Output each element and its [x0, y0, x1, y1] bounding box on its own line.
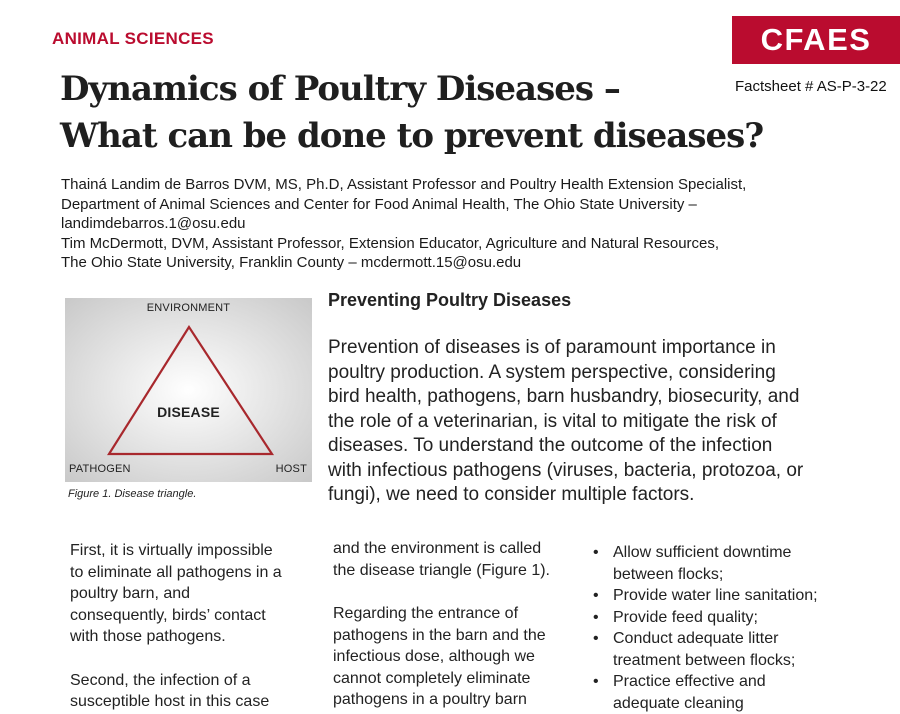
intro-line: bird health, pathogens, barn husbandry, biosecurity, and: [328, 385, 868, 410]
body-column-2: [333, 538, 550, 711]
body-column-1: [70, 540, 282, 713]
body-line: pathogens in the barn and the: [333, 625, 550, 647]
intro-paragraph: [328, 336, 868, 508]
body-line: cannot completely eliminate: [333, 668, 550, 690]
title-line: What can be done to prevent diseases?: [60, 113, 780, 160]
figure-caption: Figure 1. Disease triangle.: [68, 488, 196, 500]
bullet-item: [593, 585, 818, 607]
body-line: poultry barn, and: [70, 583, 282, 605]
author-line: Tim McDermott, DVM, Assistant Professor, Extension Educator, Agriculture and Natural Resources,: [61, 234, 841, 254]
body-line: and the environment is called: [333, 538, 550, 560]
body-line: First, it is virtually impossible: [70, 540, 282, 562]
bullet-line: treatment between flocks;: [613, 650, 818, 672]
intro-line: Prevention of diseases is of paramount importance in: [328, 336, 868, 361]
bullet-item: [593, 671, 818, 714]
cfaes-logo: CFAES: [732, 16, 900, 64]
disease-triangle-figure: [65, 298, 312, 482]
bullet-line: • Conduct adequate litter: [613, 628, 818, 650]
bullet-line: • Provide water line sanitation;: [613, 585, 818, 607]
paragraph-gap: [70, 648, 282, 670]
figure-label-pathogen: PATHOGEN: [69, 463, 131, 475]
title-line: Dynamics of Poultry Diseases –: [60, 66, 780, 113]
bullet-line: • Practice effective and: [613, 671, 818, 693]
figure-label-environment: ENVIRONMENT: [65, 302, 312, 314]
factsheet-number: Factsheet # AS-P-3-22: [735, 78, 887, 95]
intro-line: with infectious pathogens (viruses, bacteria, protozoa, or: [328, 459, 868, 484]
body-line: infectious dose, although we: [333, 646, 550, 668]
page-title: [60, 66, 780, 160]
disease-triangle-graphic: [65, 298, 312, 482]
section-heading: Preventing Poultry Diseases: [328, 290, 571, 311]
body-line: Second, the infection of a: [70, 670, 282, 692]
section-label: ANIMAL SCIENCES: [52, 29, 214, 49]
bullet-item: [593, 542, 818, 585]
figure-label-host: HOST: [276, 463, 307, 475]
body-line: with those pathogens.: [70, 626, 282, 648]
body-line: to eliminate all pathogens in a: [70, 562, 282, 584]
bullet-line: • Provide feed quality;: [613, 607, 818, 629]
author-line: landimdebarros.1@osu.edu: [61, 214, 841, 234]
body-line: susceptible host in this case: [70, 691, 282, 713]
bullet-line: • Allow sufficient downtime: [613, 542, 818, 564]
body-line: consequently, birds’ contact: [70, 605, 282, 627]
body-line: Regarding the entrance of: [333, 603, 550, 625]
body-line: pathogens in a poultry barn: [333, 689, 550, 711]
bullet-item: [593, 607, 818, 629]
bullet-item: [593, 628, 818, 671]
paragraph-gap: [333, 581, 550, 603]
authors-block: [61, 175, 841, 273]
intro-line: poultry production. A system perspective, considering: [328, 361, 868, 386]
body-line: the disease triangle (Figure 1).: [333, 560, 550, 582]
author-line: The Ohio State University, Franklin County – mcdermott.15@osu.edu: [61, 253, 841, 273]
intro-line: the role of a veterinarian, is vital to mitigate the risk of: [328, 410, 868, 435]
author-line: Thainá Landim de Barros DVM, MS, Ph.D, Assistant Professor and Poultry Health Extension Specialist,: [61, 175, 841, 195]
author-line: Department of Animal Sciences and Center for Food Animal Health, The Ohio State University –: [61, 195, 841, 215]
intro-line: fungi), we need to consider multiple factors.: [328, 483, 868, 508]
prevention-bullet-list: [593, 542, 818, 714]
figure-label-disease: DISEASE: [65, 404, 312, 420]
bullet-line: adequate cleaning: [613, 693, 818, 714]
intro-line: diseases. To understand the outcome of the infection: [328, 434, 868, 459]
bullet-line: between flocks;: [613, 564, 818, 586]
